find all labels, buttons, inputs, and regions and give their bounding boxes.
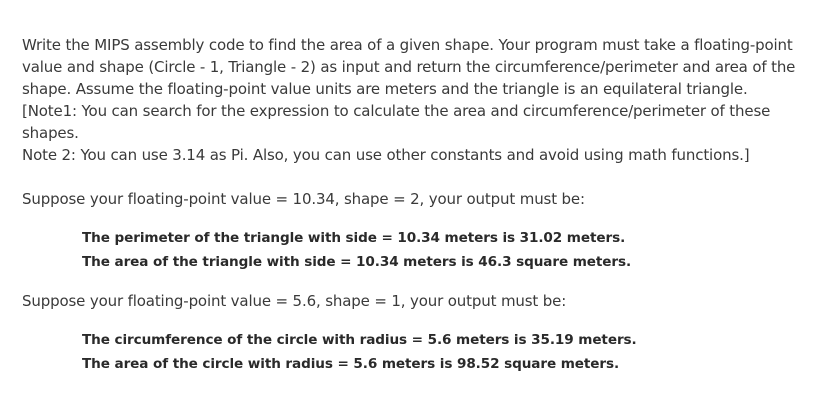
example1-output xyxy=(22,226,812,274)
example2-output xyxy=(22,328,812,376)
example2-area-line: The area of the circle with radius = 5.6 meters is 98.52 square meters. xyxy=(82,356,620,372)
note1-line: [Note1: You can search for the expression to calculate the area and circumference/perimeter of these xyxy=(22,102,771,120)
statement-line: value and shape (Circle - 1, Triangle - 2) as input and return the circumference/perimeter and area of the xyxy=(22,58,796,76)
example1-perimeter-line: The perimeter of the triangle with side = 10.34 meters is 31.02 meters. xyxy=(82,230,626,246)
example1-area-line: The area of the triangle with side = 10.34 meters is 46.3 square meters. xyxy=(82,254,632,270)
example2-intro: Suppose your floating-point value = 5.6, shape = 1, your output must be: xyxy=(22,292,567,310)
statement-line: Write the MIPS assembly code to find the area of a given shape. Your program must take a floating-point xyxy=(22,36,793,54)
example1-intro: Suppose your floating-point value = 10.34, shape = 2, your output must be: xyxy=(22,190,585,208)
problem-statement xyxy=(22,34,812,166)
example2-circumference-line: The circumference of the circle with radius = 5.6 meters is 35.19 meters. xyxy=(82,332,637,348)
note2-line: Note 2: You can use 3.14 as Pi. Also, you can use other constants and avoid using math functions.] xyxy=(22,146,750,164)
question-document xyxy=(22,34,812,376)
statement-line: shape. Assume the floating-point value units are meters and the triangle is an equilateral triangle. xyxy=(22,80,748,98)
note1-line: shapes. xyxy=(22,124,79,142)
